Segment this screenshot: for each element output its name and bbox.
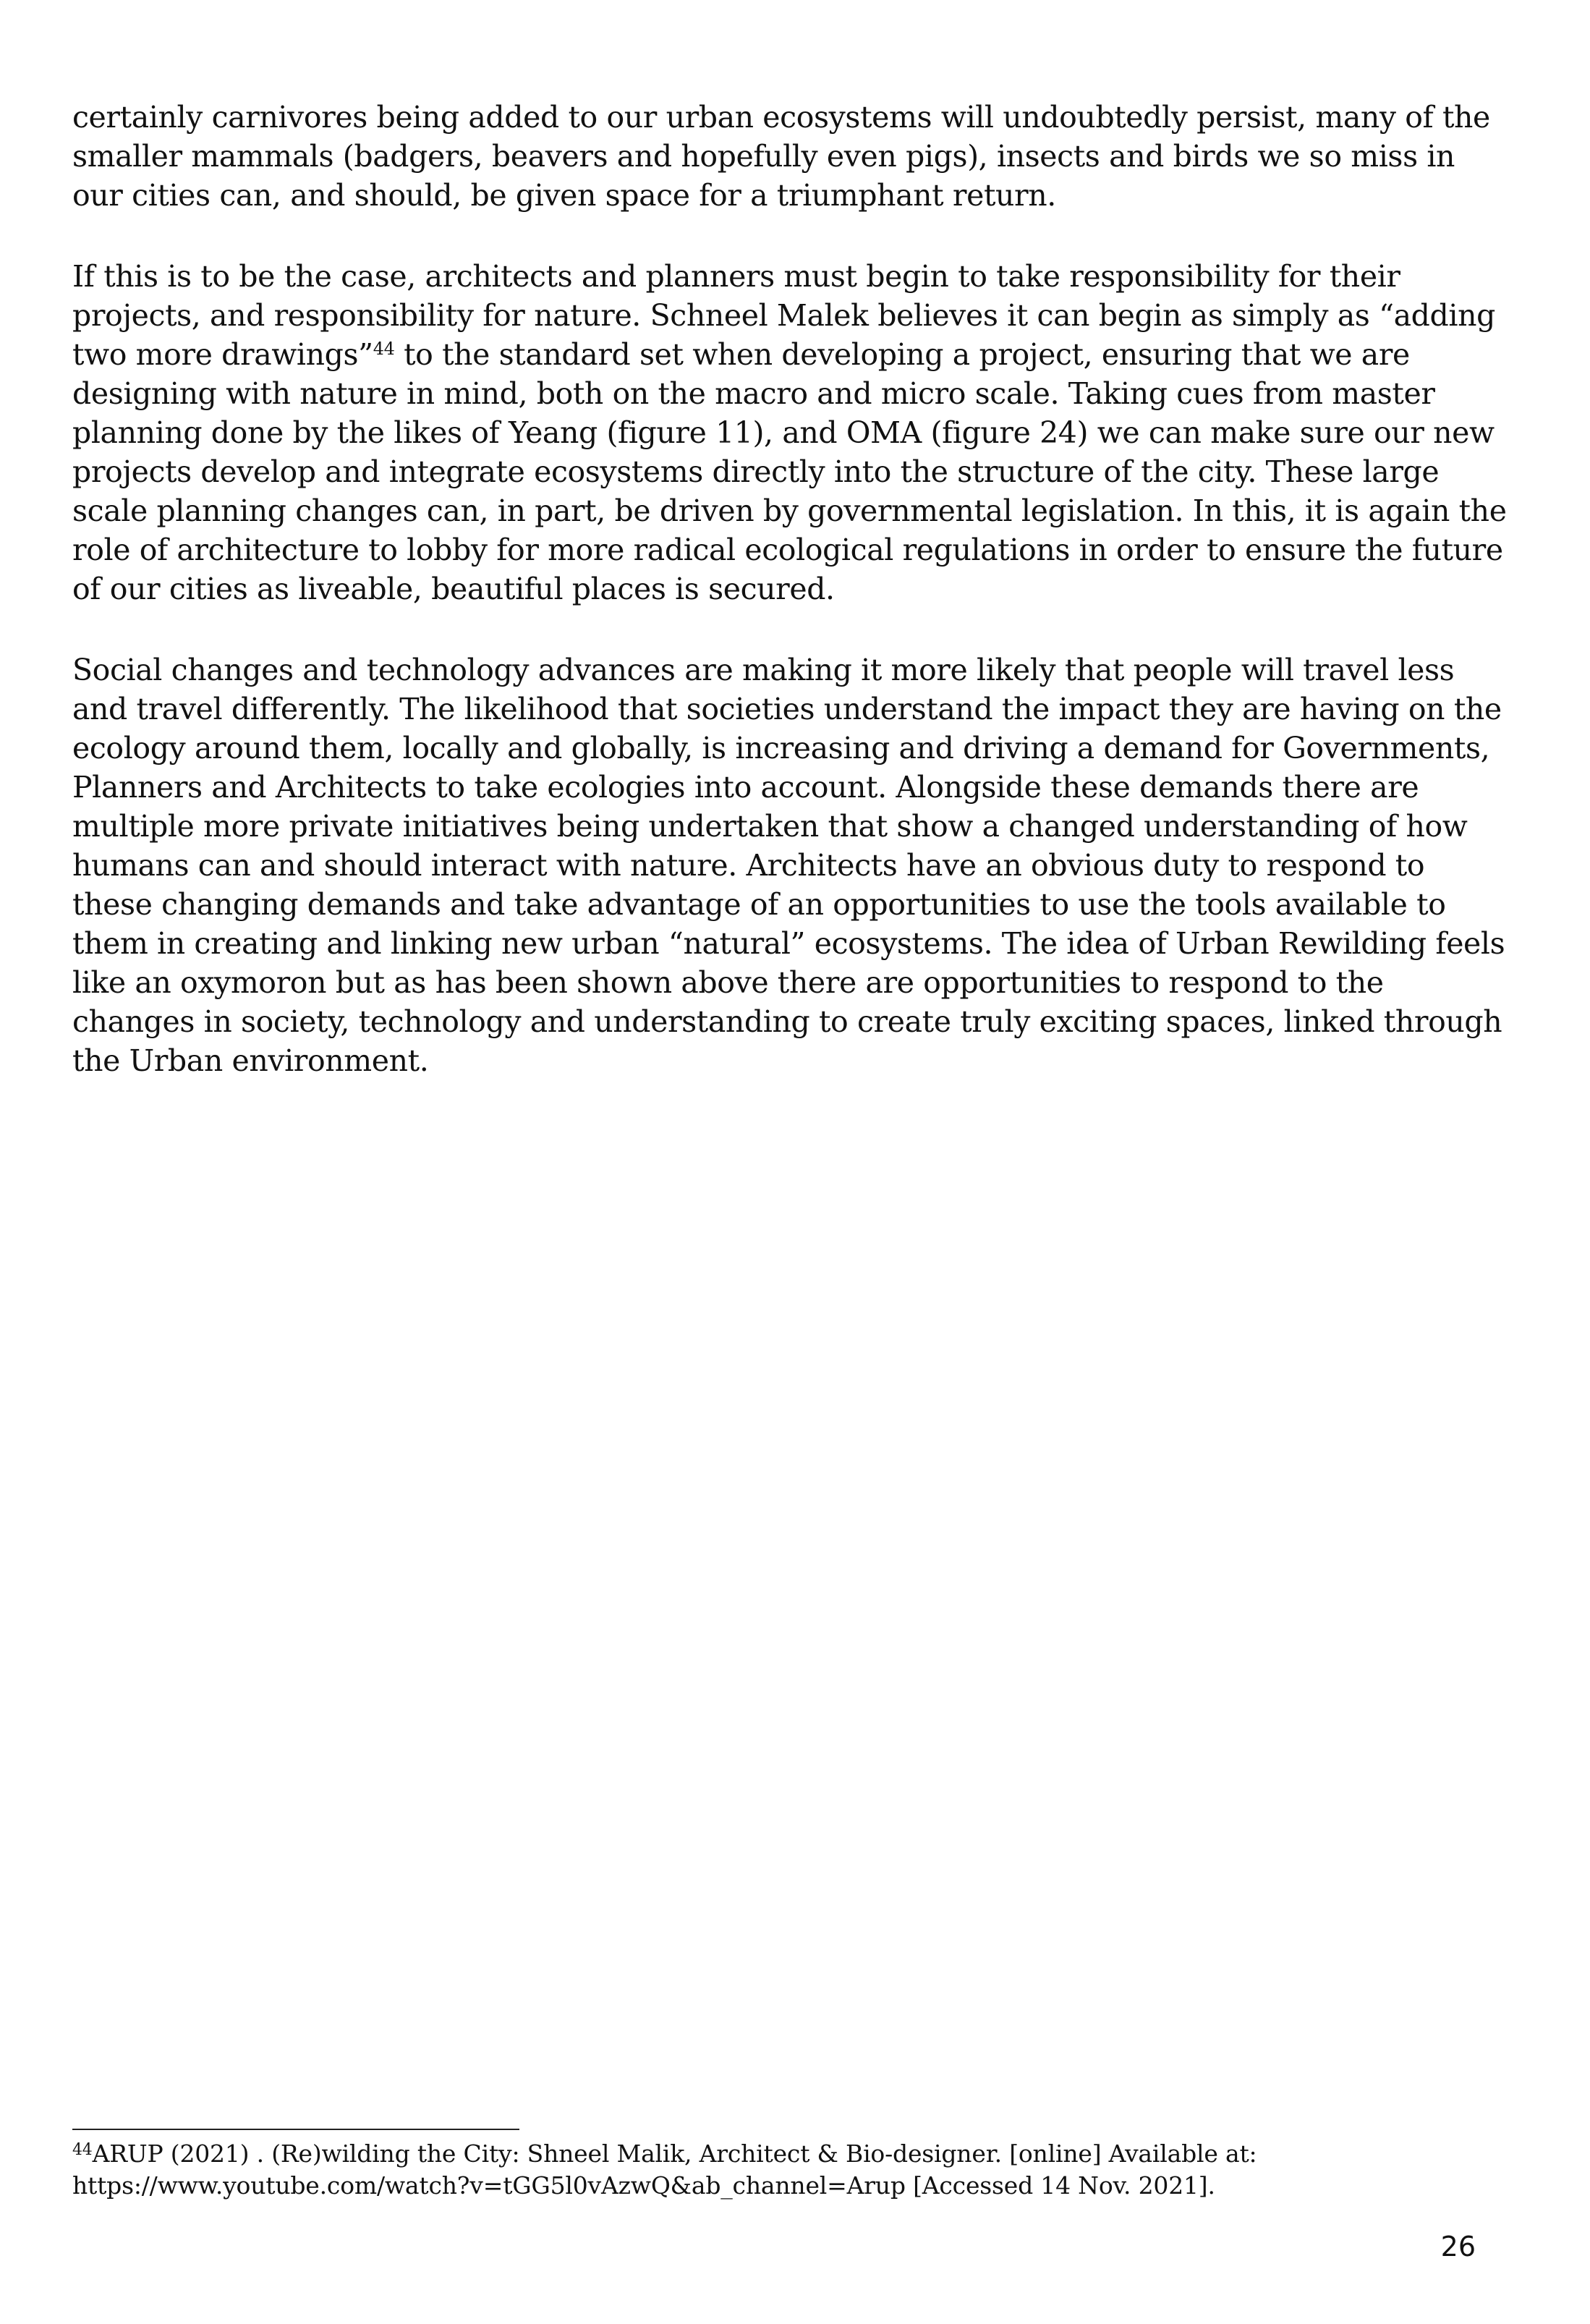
main-text bbox=[72, 98, 1508, 1122]
page-number: 26 bbox=[1440, 2231, 1476, 2262]
footnote-text: ARUP (2021) . (Re)wilding the City: Shneel Malik, Architect & Bio-designer. [online] Available at: https://www.youtube.com/watch?v=tGG5l0vAzwQ&ab_channel=Arup [Accessed 14 Nov. 2021]. bbox=[72, 2139, 1257, 2200]
footnote-reference[interactable]: 44 bbox=[373, 339, 395, 359]
paragraph-2-text-a: If this is to be the case, architects and planners must begin to take responsibility for their projects, and responsibility for nature. Schneel Malek believes it can begin as simply as “adding two more drawings” bbox=[72, 259, 1495, 372]
paragraph-2 bbox=[72, 257, 1508, 608]
paragraph-2-text-b: to the standard set when developing a project, ensuring that we are designing with nature in mind, both on the macro and micro scale. Taking cues from master planning done by the likes of Yeang (figure 11), and OMA (figure 24) we can make sure our new projects develop and integrate ecosystems directly into the structure of the city. These large scale planning changes can, in part, be driven by governmental legislation. In this, it is again the role of architecture to lobby for more radical ecological regulations in order to ensure the future of our cities as liveable, beautiful places is secured. bbox=[72, 337, 1507, 606]
paragraph-1: certainly carnivores being added to our urban ecosystems will undoubtedly persist, many of the smaller mammals (badgers, beavers and hopefully even pigs), insects and birds we so miss in our cities can, and should, be given space for a triumphant return. bbox=[72, 100, 1490, 213]
paragraph-3: Social changes and technology advances are making it more likely that people will travel less and travel differently. The likelihood that societies understand the impact they are having on the ecology around them, locally and globally, is increasing and driving a demand for Governments, Planners and Architects to take ecologies into account. Alongside these demands there are multiple more private initiatives being undertaken that show a changed understanding of how humans can and should interact with nature. Architects have an obvious duty to respond to these changing demands and take advantage of an opportunities to use the tools available to them in creating and linking new urban “natural” ecosystems. The idea of Urban Rewilding feels like an oxymoron but as has been shown above there are opportunities to respond to the changes in society, technology and understanding to create truly exciting spaces, linked through the Urban environment. bbox=[72, 653, 1505, 1078]
footnote-number: 44 bbox=[72, 2141, 93, 2159]
footnote-separator bbox=[72, 2129, 519, 2130]
footnote bbox=[72, 2138, 1508, 2202]
